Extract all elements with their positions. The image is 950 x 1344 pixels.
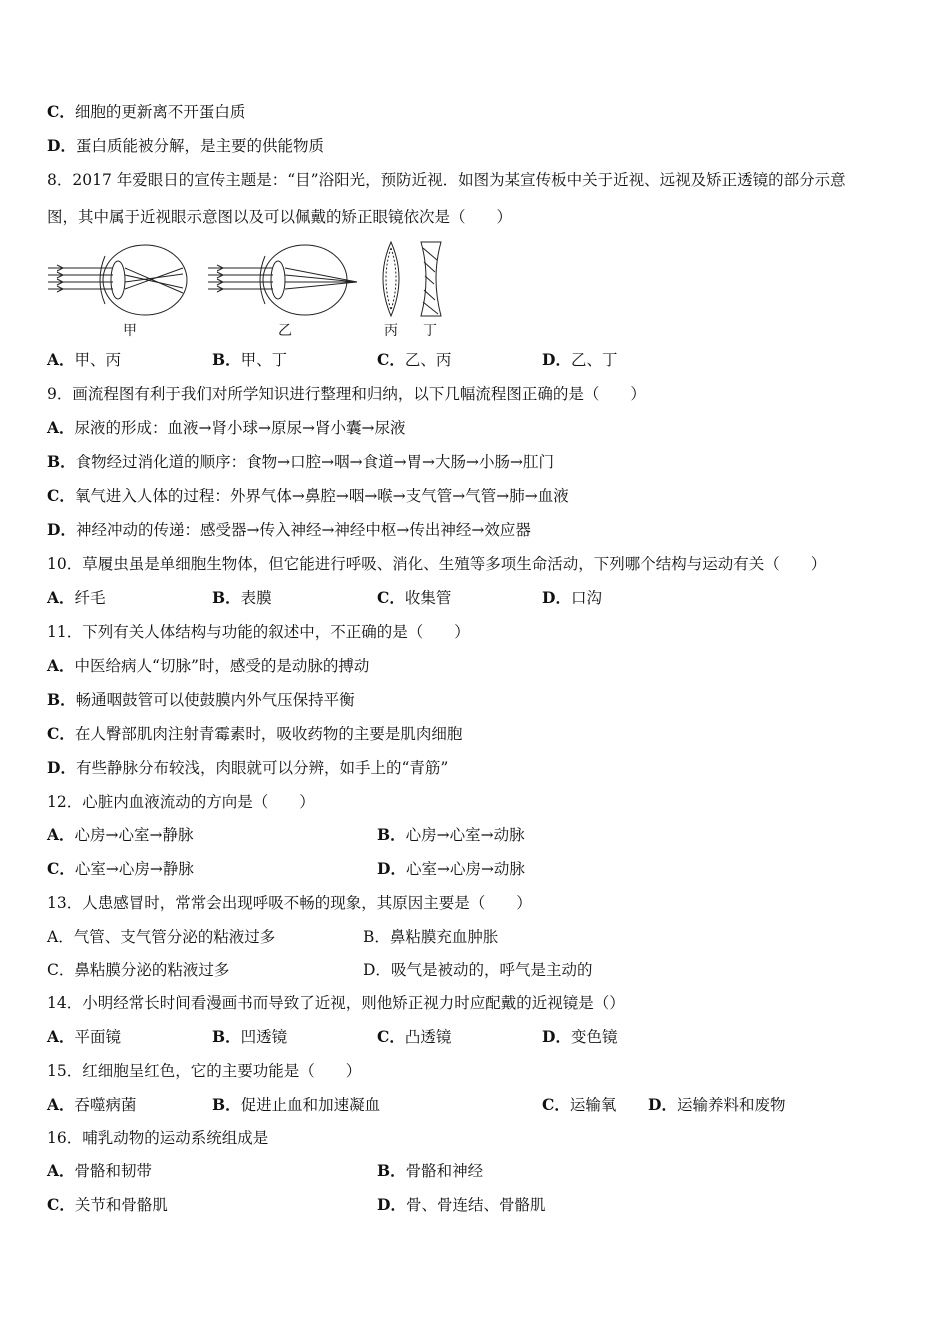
q13-stem: 13．人患感冒时，常常会出现呼吸不畅的现象，其原因主要是（ ） (47, 894, 532, 912)
convex-lens-drawing (383, 242, 399, 316)
q8-option-c: C．乙、丙 (377, 350, 452, 369)
q12-option-b: B．心房→心室→动脉 (377, 825, 525, 844)
eye-lens-diagram (45, 238, 465, 343)
q16-option-a: A．骨骼和韧带 (47, 1161, 153, 1180)
q8-stem-line2: 图，其中属于近视眼示意图以及可以佩戴的矫正眼镜依次是（ ） (47, 208, 513, 226)
q11-option-d: D．有些静脉分布较浅，肉眼就可以分辨，如手上的“青筋” (47, 758, 449, 777)
q15-option-d: D．运输养料和废物 (648, 1095, 786, 1114)
q16-option-c: C．关节和骨骼肌 (47, 1195, 168, 1214)
concave-lens-drawing (421, 242, 441, 316)
q16-option-d: D．骨、骨连结、骨骼肌 (377, 1195, 546, 1214)
eye-yi-drawing (208, 245, 357, 315)
q9-stem: 9．画流程图有利于我们对所学知识进行整理和归纳，以下几幅流程图正确的是（ ） (47, 385, 646, 403)
q12-option-a: A．心房→心室→静脉 (47, 825, 194, 844)
q14-option-a: A．平面镜 (47, 1027, 122, 1046)
q10-option-d: D．口沟 (542, 588, 602, 607)
q10-option-a: A．纤毛 (47, 588, 106, 607)
q7-option-d: D．蛋白质能被分解，是主要的供能物质 (47, 136, 324, 155)
q15-option-c: C．运输氧 (542, 1095, 617, 1114)
q12-option-d: D．心室→心房→动脉 (377, 859, 525, 878)
q14-option-b: B．凹透镜 (212, 1027, 288, 1046)
q9-option-c: C．氧气进入人体的过程：外界气体→鼻腔→咽→喉→支气管→气管→肺→血液 (47, 486, 569, 505)
q9-option-a: A．尿液的形成：血液→肾小球→原尿→肾小囊→尿液 (47, 418, 406, 437)
q12-stem: 12．心脏内血液流动的方向是（ ） (47, 793, 315, 811)
q8-option-b: B．甲、丁 (212, 350, 288, 369)
q13-option-a: A．气管、支气管分泌的粘液过多 (47, 928, 276, 946)
q9-option-d: D．神经冲动的传递：感受器→传入神经→神经中枢→传出神经→效应器 (47, 520, 531, 539)
q13-option-b: B．鼻粘膜充血肿胀 (363, 928, 499, 946)
q10-stem: 10．草履虫虽是单细胞生物体，但它能进行呼吸、消化、生殖等多项生命活动，下列哪个结构与运动有关（ ） (47, 555, 827, 573)
figure-label-yi: 乙 (278, 323, 292, 339)
q15-option-b: B．促进止血和加速凝血 (212, 1095, 381, 1114)
q8-option-a: A．甲、丙 (47, 350, 122, 369)
q13-option-c: C．鼻粘膜分泌的粘液过多 (47, 961, 230, 979)
q16-option-b: B．骨骼和神经 (377, 1161, 484, 1180)
q9-option-b: B．食物经过消化道的顺序：食物→口腔→咽→食道→胃→大肠→小肠→肛门 (47, 452, 555, 471)
figure-label-jia: 甲 (123, 323, 137, 339)
q13-option-d: D．吸气是被动的，呼气是主动的 (363, 961, 593, 979)
q10-option-c: C．收集管 (377, 588, 452, 607)
q8-option-d: D．乙、丁 (542, 350, 618, 369)
q14-option-d: D．变色镜 (542, 1027, 618, 1046)
q11-option-c: C．在人臀部肌肉注射青霉素时，吸收药物的主要是肌肉细胞 (47, 724, 463, 743)
q15-stem: 15．红细胞呈红色，它的主要功能是（ ） (47, 1062, 362, 1080)
q14-stem: 14．小明经常长时间看漫画书而导致了近视，则他矫正视力时应配戴的近视镜是（） (47, 994, 625, 1012)
q11-option-b: B．畅通咽鼓管可以使鼓膜内外气压保持平衡 (47, 690, 355, 709)
q16-stem: 16．哺乳动物的运动系统组成是 (47, 1129, 269, 1147)
q10-option-b: B．表膜 (212, 588, 272, 607)
q14-option-c: C．凸透镜 (377, 1027, 452, 1046)
q8-stem-line1: 8．2017 年爱眼日的宣传主题是：“目”浴阳光，预防近视．如图为某宣传板中关于近视、远视及矫正透镜的部分示意 (47, 171, 846, 189)
q15-option-a: A．吞噬病菌 (47, 1095, 137, 1114)
q8-figure (45, 238, 465, 343)
q11-option-a: A．中医给病人“切脉”时，感受的是动脉的搏动 (47, 656, 370, 675)
figure-label-ding: 丁 (423, 323, 437, 339)
q12-option-c: C．心室→心房→静脉 (47, 859, 194, 878)
eye-jia-drawing (48, 245, 187, 315)
figure-label-bing: 丙 (384, 323, 398, 339)
q7-option-c: C．细胞的更新离不开蛋白质 (47, 102, 246, 121)
q11-stem: 11．下列有关人体结构与功能的叙述中，不正确的是（ ） (47, 623, 470, 641)
